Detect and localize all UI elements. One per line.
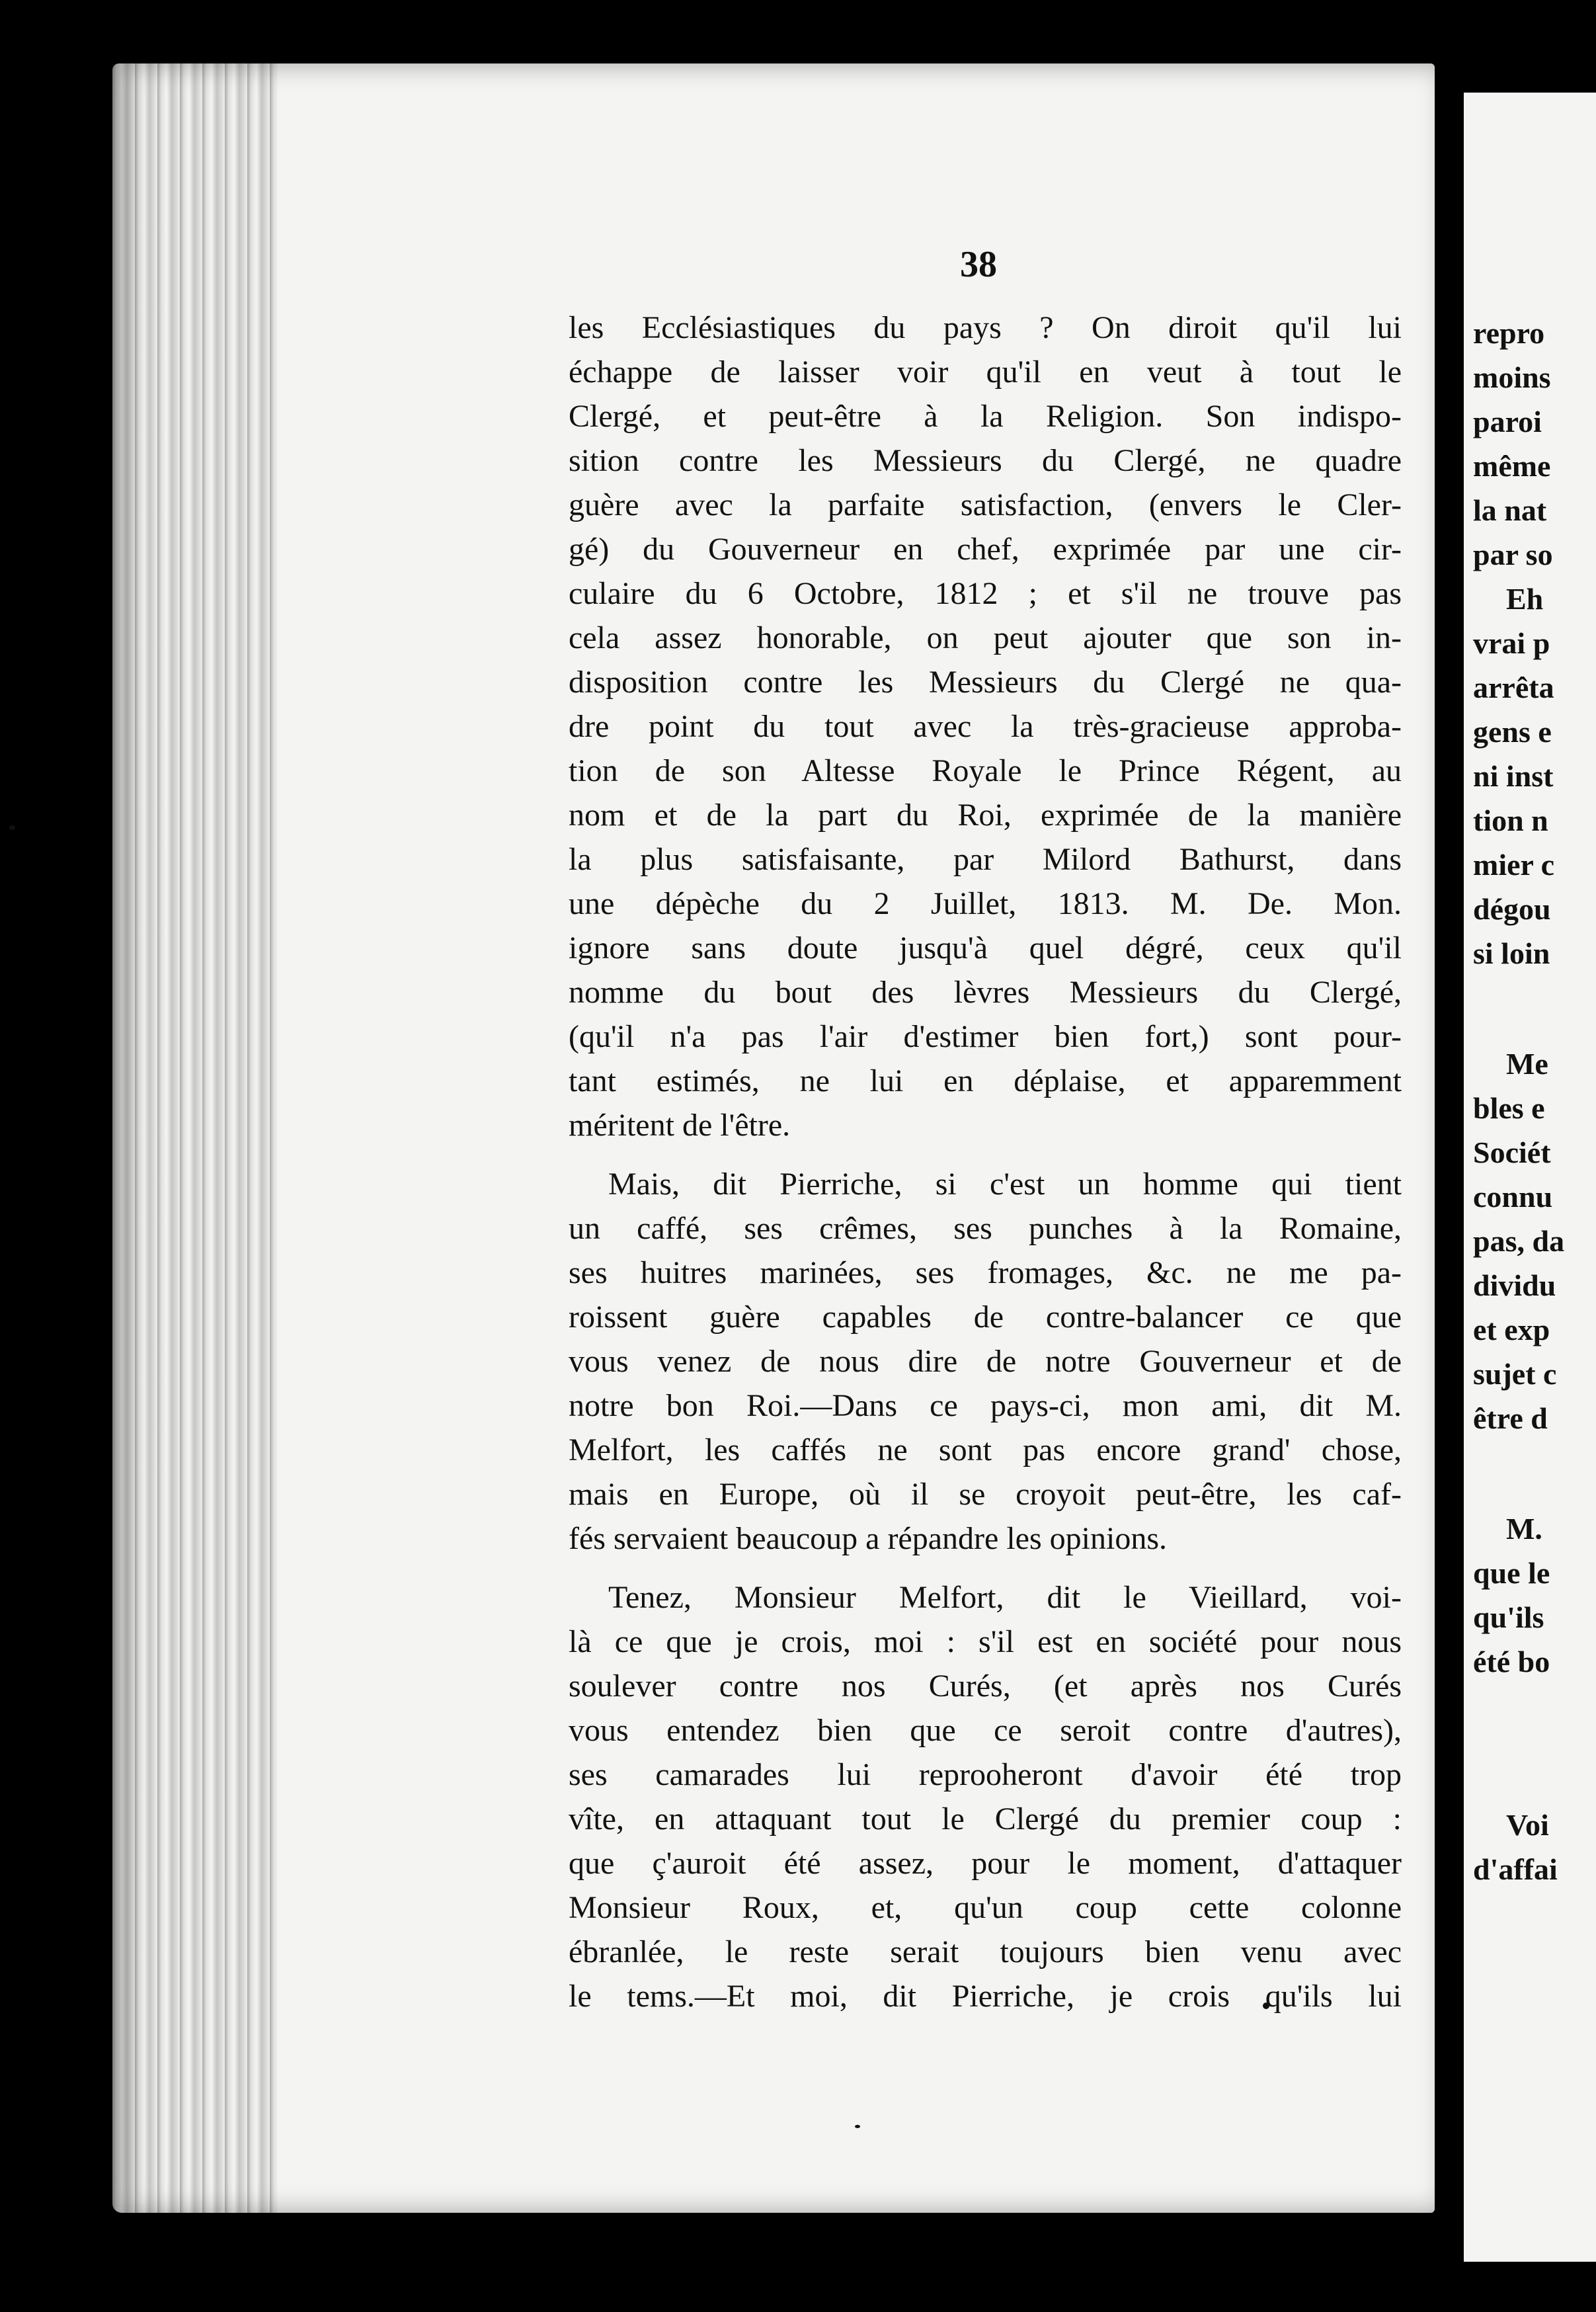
facing-text-line: moins [1473, 360, 1551, 394]
facing-text-line: repro [1473, 316, 1545, 350]
text-line: Tenez, Monsieur Melfort, dit le Vieillard, voi- [608, 1580, 1402, 1615]
text-line: culaire du 6 Octobre, 1812 ; et s'il ne trouve pas [569, 576, 1402, 611]
text-line: guère avec la parfaite satisfaction, (envers le Cler- [569, 487, 1402, 522]
ink-speck [855, 2125, 860, 2128]
text-line: que ç'auroit été assez, pour le moment, d'attaquer [569, 1846, 1402, 1881]
facing-text-line: été bo [1473, 1645, 1550, 1678]
facing-text-line: sujet c [1473, 1357, 1557, 1391]
facing-text-line: Eh [1506, 582, 1544, 616]
paragraph-gap [1473, 975, 1596, 1042]
text-line: sition contre les Messieurs du Clergé, ne quadre [569, 443, 1402, 478]
facing-text-line: vrai p [1473, 626, 1550, 660]
text-line: la plus satisfaisante, par Milord Bathurst, dans [569, 842, 1402, 877]
facing-text-line: connu [1473, 1180, 1553, 1214]
facing-text-line: mier c [1473, 848, 1555, 882]
text-line: méritent de l'être. [569, 1108, 791, 1143]
text-line: roissent guère capables de contre-balancer ce que [569, 1300, 1402, 1335]
facing-text-line: dividu [1473, 1268, 1556, 1302]
text-line: vîte, en attaquant tout le Clergé du premier coup : [569, 1801, 1402, 1837]
facing-text-line: que le [1473, 1556, 1550, 1590]
facing-text-line: et exp [1473, 1313, 1550, 1346]
text-line: ébranlée, le reste serait toujours bien venu avec [569, 1934, 1402, 1969]
text-line: Monsieur Roux, et, qu'un coup cette colonne [569, 1890, 1402, 1925]
ink-speck [9, 825, 15, 830]
facing-text-line: même [1473, 449, 1551, 483]
text-line: ses huitres marinées, ses fromages, &c. ne me pa- [569, 1255, 1402, 1290]
facing-text-line: par so [1473, 538, 1553, 571]
text-line: Melfort, les caffés ne sont pas encore grand' chose, [569, 1432, 1402, 1467]
text-line: nom et de la part du Roi, exprimée de la manière [569, 798, 1402, 833]
facing-text-line: la nat [1473, 493, 1547, 527]
book-gutter [1435, 73, 1464, 2242]
facing-text-line: ni inst [1473, 759, 1554, 793]
facing-text-line: gens e [1473, 715, 1552, 749]
paragraph-gap [1473, 1684, 1596, 1803]
facing-text-line: arrêta [1473, 671, 1554, 704]
text-line: échappe de laisser voir qu'il en veut à tout le [569, 354, 1402, 390]
text-line: les Ecclésiastiques du pays ? On diroit qu'il lui [569, 310, 1402, 345]
text-line: Clergé, et peut-être à la Religion. Son indispo- [569, 399, 1402, 434]
page-number: 38 [960, 244, 997, 285]
text-line: Mais, dit Pierriche, si c'est un homme qui tient [608, 1167, 1402, 1202]
facing-text-line: Me [1506, 1047, 1548, 1081]
text-line: fés servaient beaucoup a répandre les opinions. [569, 1521, 1167, 1556]
text-line: vous venez de nous dire de notre Gouverneur et de [569, 1344, 1402, 1379]
text-line: nomme du bout des lèvres Messieurs du Clergé, [569, 975, 1402, 1010]
facing-text-line: tion n [1473, 804, 1548, 837]
paragraph-gap [1473, 1440, 1596, 1507]
text-line: le tems.—Et moi, dit Pierriche, je crois qu'ils lui [569, 1979, 1402, 2014]
text-line: tant estimés, ne lui en déplaise, et apparemment [569, 1063, 1402, 1098]
text-line: disposition contre les Messieurs du Clergé ne qua- [569, 665, 1402, 700]
facing-page-text [1473, 311, 1596, 1891]
facing-text-line: être d [1473, 1401, 1548, 1435]
paragraph-gap [569, 1147, 1402, 1162]
text-line: tion de son Altesse Royale le Prince Régent, au [569, 753, 1402, 788]
facing-text-line: dégou [1473, 892, 1551, 926]
text-line: cela assez honorable, on peut ajouter que son in- [569, 620, 1402, 655]
text-line: ignore sans doute jusqu'à quel dégré, ceux qu'il [569, 930, 1402, 966]
text-line: mais en Europe, où il se croyoit peut-être, les caf- [569, 1477, 1402, 1512]
text-line: là ce que je crois, moi : s'il est en société pour nous [569, 1624, 1402, 1659]
page-torn-edge [112, 63, 278, 2213]
facing-text-line: pas, da [1473, 1224, 1565, 1258]
text-line: notre bon Roi.—Dans ce pays-ci, mon ami, dit M. [569, 1388, 1402, 1423]
facing-text-line: Voi [1506, 1808, 1549, 1842]
facing-text-line: M. [1506, 1512, 1542, 1546]
text-line: ses camarades lui reprooheront d'avoir été trop [569, 1757, 1402, 1792]
facing-text-line: d'affai [1473, 1852, 1558, 1886]
text-line: dre point du tout avec la très-gracieuse approba- [569, 709, 1402, 744]
text-line: vous entendez bien que ce seroit contre d'autres), [569, 1713, 1402, 1748]
text-line: soulever contre nos Curés, (et après nos Curés [569, 1669, 1402, 1704]
text-line: gé) du Gouverneur en chef, exprimée par une cir- [569, 532, 1402, 567]
facing-text-line: si loin [1473, 936, 1550, 970]
paragraph-gap [569, 1561, 1402, 1575]
body-text [569, 306, 1402, 2018]
text-line: une dépèche du 2 Juillet, 1813. M. De. Mon. [569, 886, 1402, 921]
facing-text-line: bles e [1473, 1091, 1545, 1125]
facing-text-line: qu'ils [1473, 1600, 1544, 1634]
facing-text-line: Sociét [1473, 1135, 1551, 1169]
text-line: un caffé, ses crêmes, ses punches à la Romaine, [569, 1211, 1402, 1246]
facing-text-line: paroi [1473, 405, 1542, 438]
text-line: (qu'il n'a pas l'air d'estimer bien fort,) sont pour- [569, 1019, 1402, 1054]
